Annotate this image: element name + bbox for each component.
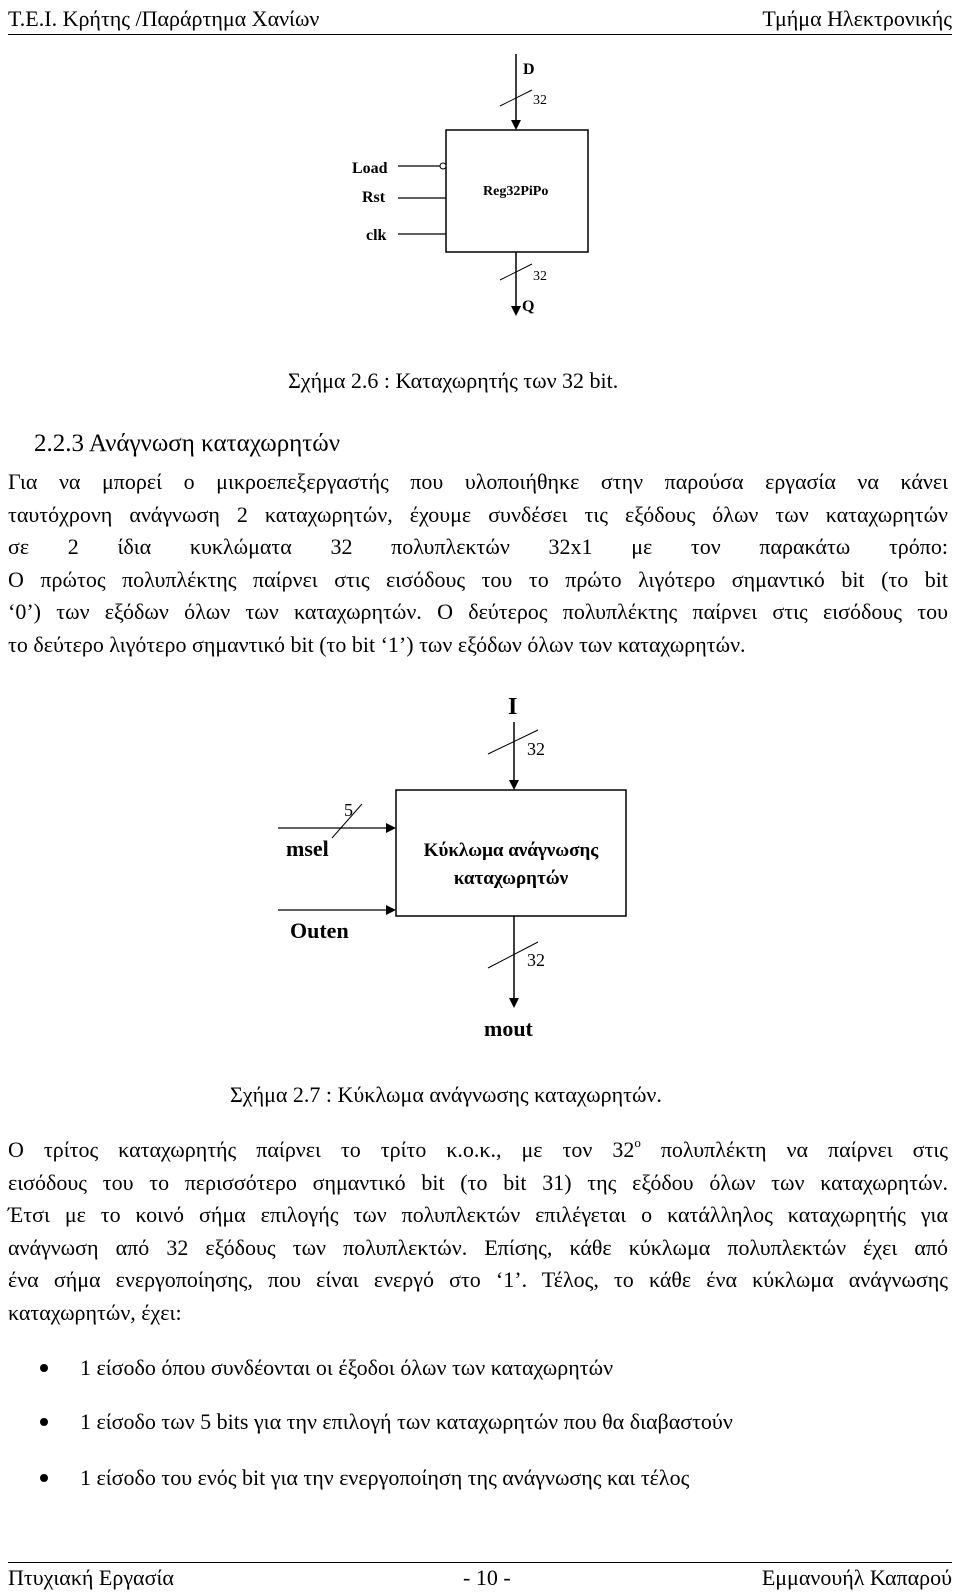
input-d-width: 32 [533, 93, 547, 108]
paragraph-line: Έτσι με το κοινό σήμα επιλογής των πολυπλεκτών επιλέγεται ο κατάλληλος καταχωρητής για [8, 1202, 948, 1227]
paragraph-line: σε 2 ίδια κυκλώματα 32 πολυπλεκτών 32x1 με τον παρακάτω τρόπο: [8, 534, 948, 559]
page-footer [8, 1562, 952, 1591]
list-item-text: 1 είσοδο των 5 bits για την επιλογή των καταχωρητών που θα διαβαστούν [80, 1409, 733, 1434]
mout-label: mout [484, 1016, 533, 1041]
paragraph-line: Ο πρώτος πολυπλέκτης παίρνει στις εισόδους του το πρώτο λιγότερο σημαντικό bit (το bit [8, 566, 948, 592]
ordinal-superscript: ο [634, 1135, 641, 1150]
list-item [40, 1409, 733, 1435]
paragraph-line: Για να μπορεί ο μικροεπεξεργαστής που υλοποιήθηκε στην παρούσα εργασία να κάνει [8, 469, 948, 494]
paragraph-details [8, 1134, 948, 1329]
paragraph-line: καταχωρητών, έχει: [8, 1299, 182, 1325]
paragraph-line: ‘0’) των εξόδων όλων των καταχωρητών. Ο δεύτερος πολυπλέκτης παίρνει στις εισόδους του [8, 599, 948, 624]
input-d-label: D [523, 61, 535, 78]
read-circuit-label-line1: Κύκλωμα ανάγνωσης [423, 840, 599, 861]
paragraph-line [8, 1134, 948, 1167]
paragraph-line: το δεύτερο λιγότερο σημαντικό bit (το bit ‘1’) των εξόδων όλων των καταχωρητών. [8, 631, 746, 657]
input-i-label: I [508, 694, 518, 720]
section-heading: 2.2.3 Ανάγνωση καταχωρητών [34, 430, 341, 457]
output-q-width: 32 [533, 269, 547, 284]
figure-register-diagram [320, 48, 600, 328]
bullet-icon [40, 1418, 48, 1426]
page-header [8, 6, 952, 35]
footer-author: Εμμανουήλ Καπαρού [761, 1565, 952, 1590]
outen-label: Outen [290, 918, 349, 943]
clk-label: clk [366, 227, 387, 244]
footer-doc-type: Πτυχιακή Εργασία [8, 1565, 174, 1590]
list-item-text: 1 είσοδο του ενός bit για την ενεργοποίηση της ανάγνωσης και τέλος [80, 1465, 690, 1490]
load-label: Load [352, 160, 388, 177]
bullet-icon [40, 1364, 48, 1372]
load-inversion-bubble [440, 163, 446, 169]
text-segment: Ο τρίτος καταχωρητής παίρνει το τρίτο κ.ο.κ., με τον 32 [8, 1137, 635, 1162]
header-department: Τμήμα Ηλεκτρονικής [762, 6, 952, 31]
header-institution: Τ.Ε.Ι. Κρήτης /Παράρτημα Χανίων [8, 6, 320, 31]
figure-caption-2-6: Σχήμα 2.6 : Καταχωρητής των 32 bit. [288, 368, 619, 393]
paragraph-line: ένα σήμα ενεργοποίησης, που είναι ενεργό στο ‘1’. Τέλος, το κάθε ένα κύκλωμα ανάγνωσης [8, 1267, 948, 1292]
paragraph-line: εισόδους του το περισσότερο σημαντικό bit (το bit 31) της εξόδου όλων των καταχωρητών. [8, 1169, 948, 1195]
read-circuit-label-line2: καταχωρητών [453, 868, 569, 889]
paragraph-intro [8, 466, 948, 661]
page-number: - 10 - [463, 1565, 511, 1590]
msel-width: 5 [344, 800, 353, 820]
register-block-label: Reg32PiPo [483, 184, 549, 199]
list-item [40, 1465, 689, 1491]
list-item-text: 1 είσοδο όπου συνδέονται οι έξοδοι όλων των καταχωρητών [80, 1355, 614, 1380]
mout-width: 32 [527, 950, 545, 970]
paragraph-line: ταυτόχρονη ανάγνωση 2 καταχωρητών, έχουμε συνδέσει τις εξόδους όλων των καταχωρητών [8, 501, 948, 527]
msel-label: msel [286, 836, 329, 861]
paragraph-line: ανάγνωση από 32 εξόδους των πολυπλεκτών. Επίσης, κάθε κύκλωμα πολυπλεκτών έχει από [8, 1234, 948, 1260]
rst-label: Rst [362, 189, 386, 206]
text-segment: πολυπλέκτη να παίρνει στις [640, 1137, 948, 1162]
output-q-label: Q [522, 298, 535, 315]
list-item [40, 1355, 613, 1381]
input-i-width: 32 [527, 739, 545, 759]
bullet-icon [40, 1474, 48, 1482]
figure-caption-2-7: Σχήμα 2.7 : Κύκλωμα ανάγνωσης καταχωρητών. [230, 1082, 662, 1107]
figure-read-circuit-diagram [270, 680, 670, 1060]
